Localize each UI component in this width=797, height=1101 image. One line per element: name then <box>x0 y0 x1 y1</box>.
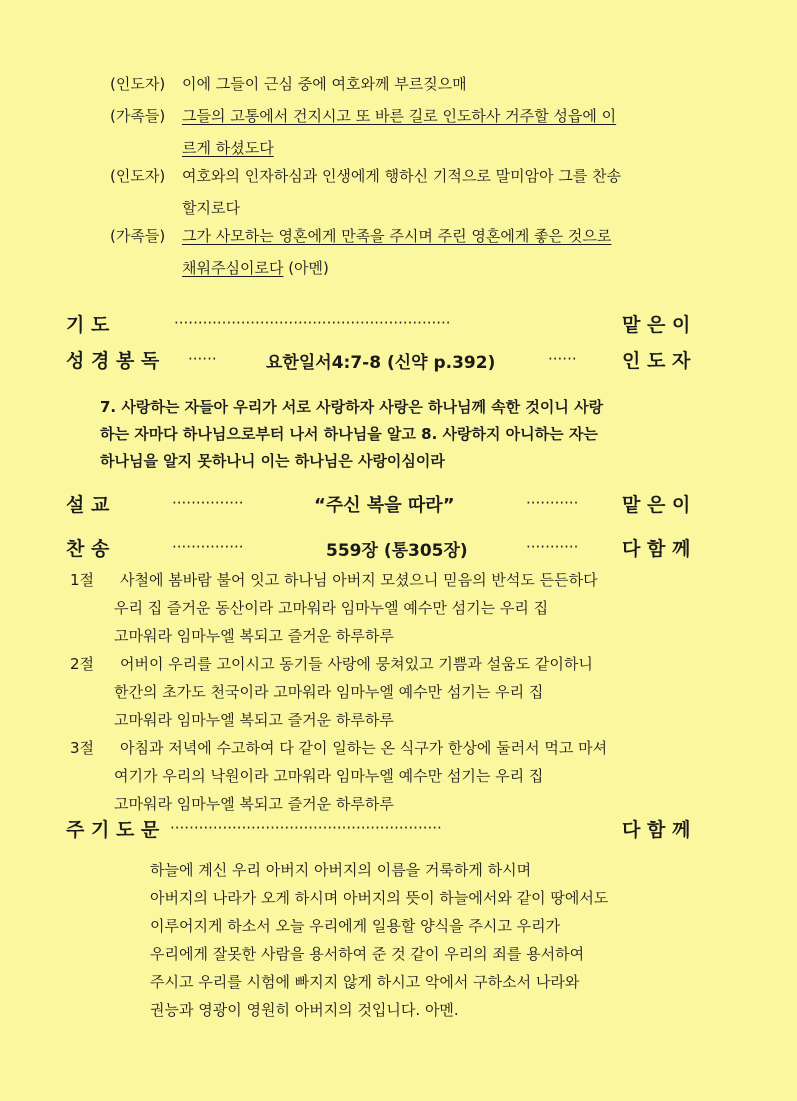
responsive-line-3 <box>110 164 750 220</box>
amen-suffix: (아멘) <box>283 259 329 277</box>
sermon-title: “주신 복을 따라” <box>314 495 455 516</box>
role-label: (가족들) <box>110 107 166 125</box>
hymn-verse-3 <box>70 734 750 818</box>
order-hymn <box>66 534 736 564</box>
responsive-text: 그가 사모하는 영혼에게 만족을 주시며 주린 영혼에게 좋은 것으로 <box>182 227 612 245</box>
order-leader: 맡 은 이 <box>622 314 691 336</box>
responsive-text-cont: 르게 하셨도다 <box>182 139 274 157</box>
dot-leader: ·························································· <box>174 314 451 332</box>
responsive-text-cont: 할지로다 <box>182 199 240 217</box>
order-leader: 인 도 자 <box>622 350 691 372</box>
order-leader: 맡 은 이 <box>622 494 691 516</box>
order-prayer <box>66 310 736 340</box>
scripture-line: 하는 자마다 하나님으로부터 나서 하나님을 알고 8. 사랑하지 아니하는 자는 <box>100 425 598 443</box>
order-label: 찬 송 <box>66 538 110 560</box>
lords-prayer-line: 아버지의 나라가 오게 하시며 아버지의 뜻이 하늘에서와 같이 땅에서도 <box>150 889 609 907</box>
verse-line: 어버이 우리를 고이시고 동기들 사랑에 뭉쳐있고 기쁨과 설움도 같이하니 <box>120 655 593 673</box>
dot-leader: ························································· <box>170 819 442 837</box>
hymn-number: 559장 (통305장) <box>326 541 468 561</box>
responsive-text: 그들의 고통에서 건지시고 또 바른 길로 인도하사 거주할 성읍에 이 <box>182 107 617 125</box>
order-label: 주 기 도 문 <box>66 819 160 841</box>
lords-prayer-text <box>150 856 750 1024</box>
verse-line: 고마워라 임마누엘 복되고 즐거운 하루하루 <box>114 711 394 729</box>
responsive-text: 이에 그들이 근심 중에 여호와께 부르짖으매 <box>182 75 467 93</box>
verse-line: 한간의 초가도 천국이라 고마워라 임마누엘 예수만 섬기는 우리 집 <box>114 683 544 701</box>
order-label: 설 교 <box>66 494 110 516</box>
order-label: 성 경 봉 독 <box>66 350 160 372</box>
responsive-text-cont-wrap <box>110 256 750 280</box>
responsive-line-4 <box>110 224 750 280</box>
verse-line: 고마워라 임마누엘 복되고 즐거운 하루하루 <box>114 795 394 813</box>
lords-prayer-line: 이루어지게 하소서 오늘 우리에게 일용할 양식을 주시고 우리가 <box>150 917 561 935</box>
dot-leader: ··········· <box>526 538 579 556</box>
scripture-line: 하나님을 알지 못하나니 이는 하나님은 사랑이심이라 <box>100 452 445 470</box>
hymn-verse-2 <box>70 650 750 734</box>
lords-prayer-line: 하늘에 계신 우리 아버지 아버지의 이름을 거룩하게 하시며 <box>150 861 532 879</box>
order-sermon <box>66 490 736 520</box>
dot-leader: ······ <box>188 350 217 368</box>
order-lords-prayer <box>66 815 736 845</box>
responsive-text: 여호와의 인자하심과 인생에게 행하신 기적으로 말미암아 그를 찬송 <box>182 167 622 185</box>
scripture-text <box>100 394 740 475</box>
dot-leader: ··············· <box>172 494 244 512</box>
order-leader: 다 함 께 <box>622 819 691 841</box>
scripture-line: 7. 사랑하는 자들아 우리가 서로 사랑하자 사랑은 하나님께 속한 것이니 사랑 <box>100 398 604 416</box>
verse-number: 1절 <box>70 571 95 589</box>
verse-line: 여기가 우리의 낙원이라 고마워라 임마누엘 예수만 섬기는 우리 집 <box>114 767 544 785</box>
responsive-text-cont: 채워주심이로다 <box>182 259 284 277</box>
lords-prayer-line: 권능과 영광이 영원히 아버지의 것입니다. 아멘. <box>150 1001 459 1019</box>
dot-leader: ······ <box>548 350 577 368</box>
hymn-verse-1 <box>70 566 750 650</box>
verse-line: 고마워라 임마누엘 복되고 즐거운 하루하루 <box>114 627 394 645</box>
order-label: 기 도 <box>66 314 110 336</box>
role-label: (가족들) <box>110 227 166 245</box>
order-leader: 다 함 께 <box>622 538 691 560</box>
responsive-line-1 <box>110 72 750 96</box>
role-label: (인도자) <box>110 167 166 185</box>
verse-line: 사철에 봄바람 불어 잇고 하나님 아버지 모셨으니 믿음의 반석도 든든하다 <box>120 571 598 589</box>
lords-prayer-line: 우리에게 잘못한 사람을 용서하여 준 것 같이 우리의 죄를 용서하여 <box>150 945 585 963</box>
verse-line: 우리 집 즐거운 동산이라 고마워라 임마누엘 예수만 섬기는 우리 집 <box>114 599 549 617</box>
verse-line: 아침과 저녁에 수고하여 다 같이 일하는 온 식구가 한상에 둘러서 먹고 마셔 <box>120 739 608 757</box>
role-label: (인도자) <box>110 75 166 93</box>
verse-number: 3절 <box>70 739 95 757</box>
order-scripture <box>66 346 736 376</box>
dot-leader: ··········· <box>526 494 579 512</box>
lords-prayer-line: 주시고 우리를 시험에 빠지지 않게 하시고 악에서 구하소서 나라와 <box>150 973 580 991</box>
verse-number: 2절 <box>70 655 95 673</box>
responsive-line-2 <box>110 104 750 160</box>
scripture-reference: 요한일서4:7-8 (신약 p.392) <box>266 353 496 373</box>
dot-leader: ··············· <box>172 538 244 556</box>
